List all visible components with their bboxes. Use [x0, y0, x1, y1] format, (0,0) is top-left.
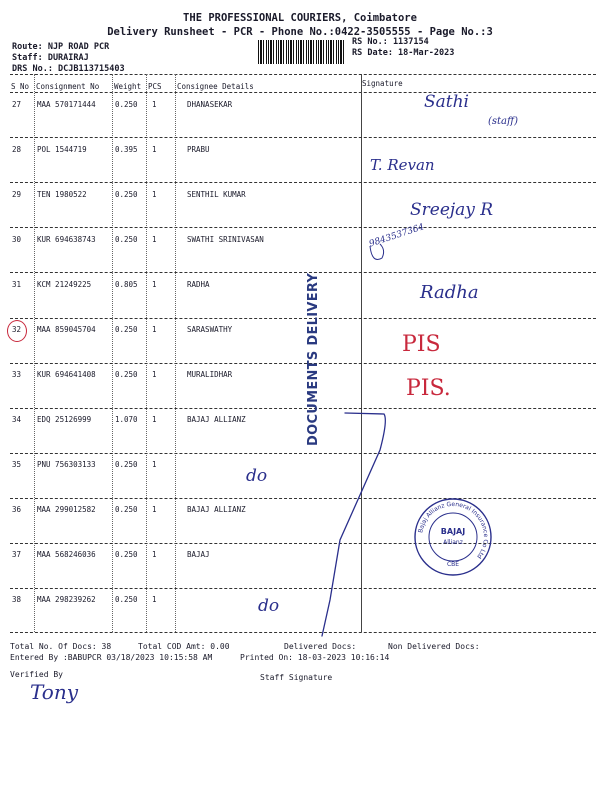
- col-header-pcs: PCS: [148, 82, 162, 91]
- row-sno: 37: [12, 550, 22, 559]
- company-title: THE PROFESSIONAL COURIERS, Coimbatore: [183, 12, 417, 24]
- documents-delivery-stamp: DOCUMENTS DELIVERY: [306, 272, 321, 446]
- row-sno: 28: [12, 145, 22, 154]
- row-weight: 0.250: [115, 100, 138, 109]
- row-consignment: POL 1544719: [37, 145, 87, 154]
- row-pcs: 1: [152, 235, 157, 244]
- verified-by-signature: Tony: [30, 680, 79, 704]
- row-weight: 0.250: [115, 190, 138, 199]
- seal-ring-text: Bajaj Allianz General Insurance Co Ltd: [417, 500, 490, 560]
- total-docs: Total No. Of Docs: 38: [10, 642, 112, 651]
- ditto-mark-row-35: do: [246, 466, 268, 486]
- row-consignment: PNU 756303133: [37, 460, 96, 469]
- row-weight: 0.250: [115, 325, 138, 334]
- col-header-weight: Weight: [114, 82, 142, 91]
- row-weight: 0.250: [115, 505, 138, 514]
- row-weight: 0.250: [115, 370, 138, 379]
- staff-info: Staff: DURAIRAJ: [12, 53, 89, 63]
- row-weight: 0.250: [115, 550, 138, 559]
- entered-by: Entered By :BABUPCR 03/18/2023 10:15:58 AM: [10, 653, 213, 662]
- row-pcs: 1: [152, 325, 157, 334]
- row-consignee: DHANASEKAR: [187, 100, 233, 109]
- route-info: Route: NJP ROAD PCR: [12, 42, 110, 52]
- row-pcs: 1: [152, 460, 157, 469]
- row-consignee: SENTHIL KUMAR: [187, 190, 246, 199]
- ditto-mark-row-38: do: [258, 596, 280, 616]
- signature-row-33: PIS.: [406, 376, 451, 401]
- col-header-signature: Signature: [362, 79, 403, 88]
- row-weight: 1.070: [115, 415, 138, 424]
- row-consignment: KCM 21249225: [37, 280, 92, 289]
- signature-row-31: Radha: [420, 282, 479, 303]
- row-consignment: MAA 568246036: [37, 550, 96, 559]
- row-consignee: MURALIDHAR: [187, 370, 233, 379]
- seal-center-top: BAJAJ: [440, 527, 466, 536]
- rs-date: RS Date: 18-Mar-2023: [352, 48, 455, 58]
- row-consignment: MAA 299012582: [37, 505, 96, 514]
- seal-bottom-text: CBE: [446, 561, 460, 568]
- row-pcs: 1: [152, 370, 157, 379]
- row-weight: 0.250: [115, 235, 138, 244]
- row-consignee: SARASWATHY: [187, 325, 233, 334]
- row-consignee: RADHA: [187, 280, 210, 289]
- row-sno: 38: [12, 595, 22, 604]
- row-sno: 27: [12, 100, 22, 109]
- row-sno: 29: [12, 190, 22, 199]
- row-sno: 30: [12, 235, 22, 244]
- seal-center-bottom: Allianz: [443, 539, 463, 546]
- row-consignment: TEN 1980522: [37, 190, 87, 199]
- row-consignee: PRABU: [187, 145, 210, 154]
- signature-row-28: T. Revan: [370, 156, 435, 174]
- signature-row-27-note: (staff): [488, 116, 518, 127]
- signature-row-32: PIS: [402, 332, 441, 357]
- row-consignment: KUR 694641408: [37, 370, 96, 379]
- row-consignment: MAA 859045704: [37, 325, 96, 334]
- delivered-docs: Delivered Docs:: [284, 642, 357, 651]
- signature-row-29: Sreejay R: [410, 200, 494, 220]
- row-consignment: KUR 694638743: [37, 235, 96, 244]
- row-consignee: BAJAJ: [187, 550, 210, 559]
- staff-signature-label: Staff Signature: [260, 673, 333, 682]
- col-header-consignment: Consignment No: [36, 82, 100, 91]
- row-pcs: 1: [152, 100, 157, 109]
- row-consignment: EDQ 25126999: [37, 415, 92, 424]
- row-pcs: 1: [152, 505, 157, 514]
- rs-number: RS No.: 1137154: [352, 37, 429, 47]
- row-pcs: 1: [152, 415, 157, 424]
- row-consignee: SWATHI SRINIVASAN: [187, 235, 264, 244]
- printed-on: Printed On: 18-03-2023 10:16:14: [240, 653, 390, 662]
- row-consignment: MAA 298239262: [37, 595, 96, 604]
- row-pcs: 1: [152, 190, 157, 199]
- row-consignee: BAJAJ ALLIANZ: [187, 415, 246, 424]
- row-weight: 0.250: [115, 460, 138, 469]
- row-weight: 0.250: [115, 595, 138, 604]
- total-cod-amount: Total COD Amt: 0.00: [138, 642, 230, 651]
- runsheet-subtitle: Delivery Runsheet - PCR - Phone No.:0422-3505555 - Page No.:3: [107, 26, 493, 38]
- row-weight: 0.805: [115, 280, 138, 289]
- non-delivered-docs: Non Delivered Docs:: [388, 642, 480, 651]
- row-sno: 35: [12, 460, 22, 469]
- company-seal: [412, 496, 494, 578]
- row-sno: 34: [12, 415, 22, 424]
- row-sno: 31: [12, 280, 22, 289]
- row-pcs: 1: [152, 550, 157, 559]
- signature-row-27: Sathi: [424, 92, 469, 112]
- row-consignee: BAJAJ ALLIANZ: [187, 505, 246, 514]
- drs-number: DRS No.: DCJB113715403: [12, 64, 125, 74]
- verified-by-label: Verified By: [10, 670, 63, 679]
- col-header-sno: S No: [11, 82, 30, 91]
- row-consignment: MAA 570171444: [37, 100, 96, 109]
- row-sno: 33: [12, 370, 22, 379]
- row-pcs: 1: [152, 145, 157, 154]
- signature-row-30: 9843537364: [368, 222, 426, 250]
- row-pcs: 1: [152, 595, 157, 604]
- col-header-consignee: Consignee Details: [177, 82, 254, 91]
- row-weight: 0.395: [115, 145, 138, 154]
- row-pcs: 1: [152, 280, 157, 289]
- row-sno: 36: [12, 505, 22, 514]
- row-sno: 32: [12, 325, 22, 334]
